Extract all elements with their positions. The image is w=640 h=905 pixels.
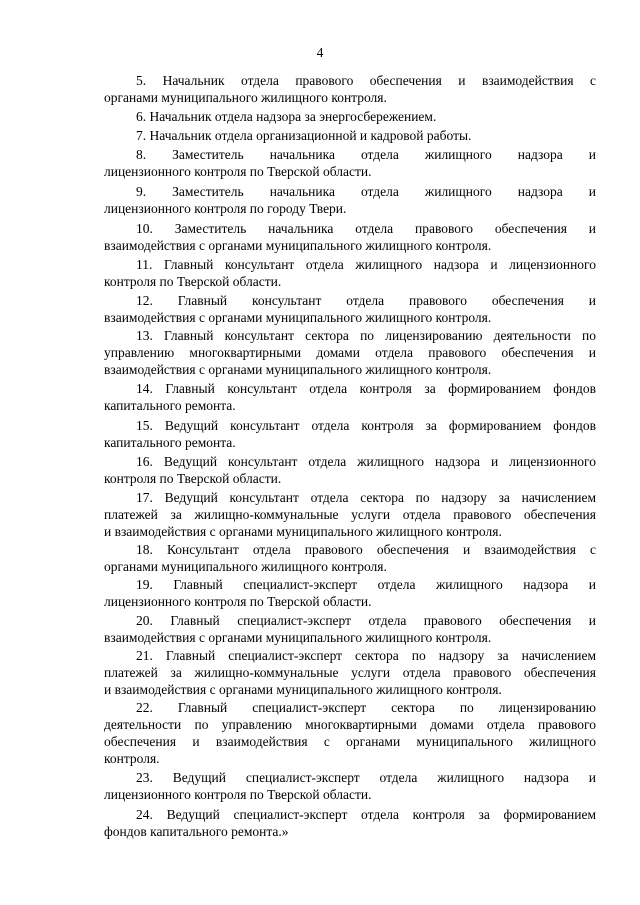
list-item-line: капитального ремонта.: [104, 398, 236, 413]
list-item-line: 5. Начальник отдела правового обеспечения и взаимодействия с: [136, 73, 596, 88]
page-number: 4: [316, 45, 324, 60]
list-item-line: взаимодействия с органами муниципального жилищного контроля.: [104, 630, 492, 645]
list-item-line: 23. Ведущий специалист-эксперт отдела жилищного надзора и: [136, 770, 596, 785]
list-item-line: 15. Ведущий консультант отдела контроля за формированием фондов: [136, 418, 596, 433]
list-item-line: лицензионного контроля по Тверской области.: [104, 594, 372, 609]
list-item-line: 18. Консультант отдела правового обеспечения и взаимодействия с: [136, 542, 596, 557]
list-item-line: 11. Главный консультант отдела жилищного надзора и лицензионного: [136, 257, 596, 272]
list-item: [104, 806, 596, 840]
list-item: [104, 647, 596, 698]
list-item: [104, 417, 596, 451]
list-item-line: 6. Начальник отдела надзора за энергосбережением.: [136, 109, 437, 124]
list-item-line: платежей за жилищно-коммунальные услуги отдела правового обеспечения: [104, 507, 596, 522]
list-item: [104, 489, 596, 540]
list-item: [104, 256, 596, 290]
list-item-line: контроля по Тверской области.: [104, 274, 282, 289]
list-item-line: взаимодействия с органами муниципального жилищного контроля.: [104, 238, 492, 253]
list-item-line: 13. Главный консультант сектора по лицензированию деятельности по: [136, 328, 596, 343]
list-item-line: контроля по Тверской области.: [104, 471, 282, 486]
list-item-line: 14. Главный консультант отдела контроля за формированием фондов: [136, 381, 596, 396]
list-item: [104, 127, 596, 144]
list-item-line: органами муниципального жилищного контроля.: [104, 90, 387, 105]
list-item-line: лицензионного контроля по городу Твери.: [104, 201, 347, 216]
list-item: [104, 380, 596, 414]
list-item-line: капитального ремонта.: [104, 435, 236, 450]
list-item-line: обеспечения и взаимодействия с органами муниципального жилищного: [104, 734, 596, 749]
list-item-line: 19. Главный специалист-эксперт отдела жилищного надзора и: [136, 577, 596, 592]
list-item: [104, 72, 596, 106]
list-item-line: 8. Заместитель начальника отдела жилищного надзора и: [136, 147, 596, 162]
list-item-line: фондов капитального ремонта.»: [104, 824, 289, 839]
list-item-line: 22. Главный специалист-эксперт сектора по лицензированию: [136, 700, 596, 715]
list-item: [104, 699, 596, 767]
list-item-line: 7. Начальник отдела организационной и кадровой работы.: [136, 128, 472, 143]
list-item: [104, 612, 596, 646]
list-item-line: 24. Ведущий специалист-эксперт отдела контроля за формированием: [136, 807, 596, 822]
list-item: [104, 108, 596, 125]
list-item: [104, 220, 596, 254]
list-item-line: лицензионного контроля по Тверской области.: [104, 787, 372, 802]
list-item-line: 12. Главный консультант отдела правового обеспечения и: [136, 293, 596, 308]
list-item: [104, 183, 596, 217]
list-item: [104, 292, 596, 326]
list-item-line: 9. Заместитель начальника отдела жилищного надзора и: [136, 184, 596, 199]
list-item: [104, 146, 596, 180]
list-item-line: управлению многоквартирными домами отдела правового обеспечения и: [104, 345, 596, 360]
list-item-line: лицензионного контроля по Тверской области.: [104, 164, 372, 179]
list-item-line: и взаимодействия с органами муниципального жилищного контроля.: [104, 524, 502, 539]
list-item-line: взаимодействия с органами муниципального жилищного контроля.: [104, 362, 492, 377]
list-item-line: 21. Главный специалист-эксперт сектора по надзору за начислением: [136, 648, 596, 663]
list-item-line: 16. Ведущий консультант отдела жилищного надзора и лицензионного: [136, 454, 596, 469]
list-item: [104, 541, 596, 575]
list-item: [104, 327, 596, 378]
list-item-line: взаимодействия с органами муниципального жилищного контроля.: [104, 310, 492, 325]
list-item-line: контроля.: [104, 751, 160, 766]
list-item-line: 10. Заместитель начальника отдела правового обеспечения и: [136, 221, 596, 236]
list-item-line: органами муниципального жилищного контроля.: [104, 559, 387, 574]
list-item-line: платежей за жилищно-коммунальные услуги отдела правового обеспечения: [104, 665, 596, 680]
position-list: [104, 72, 596, 840]
list-item-line: 20. Главный специалист-эксперт отдела правового обеспечения и: [136, 613, 596, 628]
list-item: [104, 576, 596, 610]
list-item: [104, 453, 596, 487]
list-item-line: 17. Ведущий консультант отдела сектора по надзору за начислением: [136, 490, 596, 505]
list-item: [104, 769, 596, 803]
list-item-line: и взаимодействия с органами муниципального жилищного контроля.: [104, 682, 502, 697]
list-item-line: деятельности по управлению многоквартирными домами отдела правового: [104, 717, 596, 732]
